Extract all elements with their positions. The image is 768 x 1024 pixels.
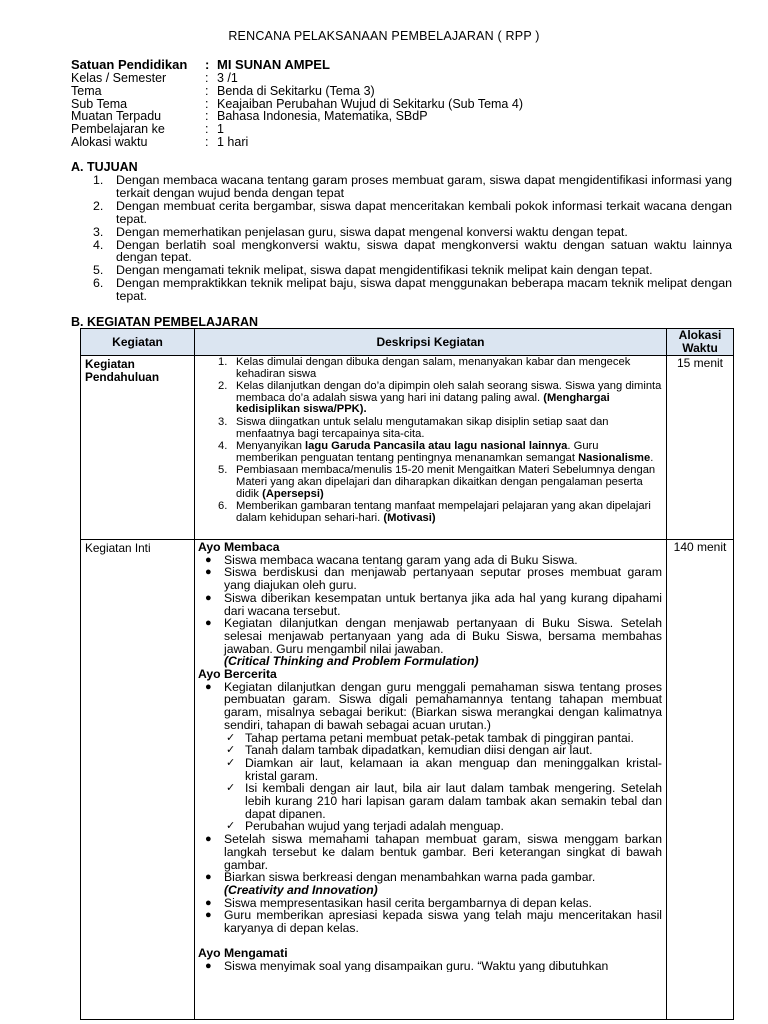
bullet-text: Siswa berdiskusi dan menjawab pertanyaan seputar proses membuat garam yang diajukan oleh guru. [224, 565, 662, 593]
bullet-icon: ● [205, 959, 212, 972]
check-text: Tanah dalam tambak dipadatkan, kemudian diisi dengan air laut. [245, 743, 593, 758]
header-deskripsi: Deskripsi Kegiatan [195, 329, 667, 356]
bullet-icon: ● [205, 833, 212, 846]
section-heading-tujuan: A. TUJUAN [71, 160, 138, 174]
document-title: RENCANA PELAKSANAAN PEMBELAJARAN ( RPP ) [228, 29, 540, 43]
list-item [71, 277, 732, 303]
info-colon: : [205, 109, 209, 124]
table-row [81, 356, 734, 540]
check-text: Tahap pertama petani membuat petak-petak tambak di pinggiran pantai. [245, 730, 634, 745]
list-emphasis: (Apersepsi) [262, 487, 324, 500]
info-value: 1 hari [217, 134, 249, 149]
bullet-text: Setelah siswa memahami tahapan membuat garam, siswa menggam barkan langkah tersebut ke dalam bentuk gambar. Beri keterangan singkat di bawah gambar. [224, 832, 662, 872]
list-item [195, 465, 662, 501]
skill-tag-creativity: (Creativity and Innovation) [224, 882, 378, 897]
section-heading-kegiatan: B. KEGIATAN PEMBELAJARAN [71, 315, 259, 329]
list-text: Dengan memerhatikan penjelasan guru, siswa dapat mengenal konversi waktu dengan tepat. [116, 224, 628, 239]
subheading-ayo-bercerita: Ayo Bercerita [198, 667, 277, 682]
list-text: Dengan mengamati teknik melipat, siswa dapat mengidentifikasi teknik melipat kain dengan tepat. [116, 263, 653, 278]
list-text: Siswa diingatkan untuk selalu mengutamakan sikap disiplin setiap saat dan menfaatnya bagi tercapainya sita-cita. [236, 415, 609, 440]
info-value: Keajaiban Perubahan Wujud di Sekitarku (Sub Tema 4) [217, 96, 523, 111]
bullet-icon: ● [205, 909, 212, 922]
check-icon: ✓ [226, 782, 236, 795]
bullet-text: Guru memberikan apresiasi kepada siswa yang telah maju menceritakan hasil karyanya di depan kelas. [224, 908, 662, 936]
list-number: 3. [93, 224, 104, 239]
info-label: Alokasi waktu [71, 134, 148, 149]
list-number: 3. [218, 415, 228, 428]
check-text: Perubahan wujud yang terjadi adalah menguap. [245, 819, 504, 834]
list-emphasis: (Motivasi) [383, 511, 436, 524]
list-text: Kelas dilanjutkan dengan do’a dipimpin oleh salah seorang siswa. Siswa yang diminta membaca do’a adalah siswa yang hari ini datang paling awal. [236, 380, 662, 404]
info-label: Pembelajaran ke [71, 122, 165, 137]
info-label: Satuan Pendidikan [71, 57, 188, 72]
check-icon: ✓ [226, 744, 236, 757]
list-number: 2. [218, 380, 228, 393]
list-number: 1. [218, 356, 228, 368]
list-text: Kelas dimulai dengan dibuka dengan salam, menanyakan kabar dan mengecek kehadiran siswa [236, 356, 631, 380]
kegiatan-pendahuluan-label: Kegiatan Pendahuluan [81, 356, 195, 540]
list-item [195, 501, 662, 525]
info-colon: : [205, 96, 209, 111]
bullet-icon: ● [205, 871, 212, 884]
tujuan-list [71, 174, 732, 303]
info-colon: : [205, 122, 209, 137]
kegiatan-inti-label: Kegiatan Inti [81, 540, 195, 1020]
list-emphasis: Nasionalisme [578, 451, 651, 464]
subheading-ayo-membaca: Ayo Membaca [198, 540, 280, 554]
info-label: Muatan Terpadu [71, 109, 162, 124]
info-value: Benda di Sekitarku (Tema 3) [217, 83, 375, 98]
pendahuluan-waktu: 15 menit [667, 356, 734, 540]
list-text: . Guru memberikan penguatan tentang pentingnya menanamkan semangat [236, 440, 599, 464]
list-text-pre: Menyanyikan [236, 440, 306, 453]
bullet-icon: ● [205, 896, 212, 909]
bullet-item [198, 681, 662, 732]
pendahuluan-description [195, 356, 667, 540]
check-icon: ✓ [226, 731, 236, 744]
list-number: 5. [93, 263, 104, 278]
bullet-item [198, 566, 662, 591]
list-number: 4. [218, 440, 228, 453]
bullet-item [198, 960, 662, 973]
list-emphasis: (Menghargai kedisiplikan siswa/PPK). [236, 391, 610, 416]
info-value: 3 /1 [217, 71, 238, 85]
bullet-item [198, 592, 662, 617]
bullet-text: Kegiatan dilanjutkan dengan guru menggali pemahaman siswa tentang proses pembuatan garam. Siswa digali pemahamannya tentang tahapan membuat garam, misalnya sebagai berikut: (Biarkan siswa merangkai dengan kalimatnya sendiri, tahapan di bawah sebagai acuan urutan.) [224, 679, 662, 732]
list-item [71, 174, 732, 200]
bullet-item [198, 617, 662, 655]
bullet-item [198, 833, 662, 871]
list-text: Dengan berlatih soal mengkonversi waktu, siswa dapat mengkonversi waktu dengan satuan waktu lainnya dengan tepat. [116, 237, 732, 265]
list-item [195, 441, 662, 465]
kegiatan-table [80, 328, 734, 1020]
list-number: 6. [218, 500, 228, 513]
info-colon: : [205, 57, 210, 72]
bullet-text: Biarkan siswa berkreasi dengan menambahkan warna pada gambar. [224, 870, 596, 885]
list-item [195, 417, 662, 441]
list-text-post: . [650, 451, 654, 464]
table-header-row [81, 329, 734, 356]
bullet-item [198, 909, 662, 934]
bullet-icon: ● [205, 566, 212, 579]
check-text: Diamkan air laut, kelamaan ia akan menguap dan meninggalkan kristal-kristal garam. [245, 755, 662, 783]
info-colon: : [205, 134, 209, 149]
subheading-ayo-mengamati: Ayo Mengamati [198, 945, 288, 960]
check-icon: ✓ [226, 756, 236, 769]
list-number: 1. [93, 173, 104, 187]
list-emphasis: lagu Garuda Pancasila atau lagu nasional lainnya [305, 440, 568, 453]
inti-description [195, 540, 667, 1020]
header-alokasi-waktu: Alokasi Waktu [667, 329, 734, 356]
list-item [71, 239, 732, 265]
list-text: Dengan mempraktikkan teknik melipat baju, siswa dapat menggunakan beberapa macam teknik melipat dengan tepat. [116, 276, 732, 304]
list-item [71, 200, 732, 226]
bullet-icon: ● [205, 617, 212, 630]
info-value: MI SUNAN AMPEL [217, 57, 330, 72]
bullet-text: Kegiatan dilanjutkan dengan menjawab pertanyaan di Buku Siswa. Setelah selesai menjawab pertanyaan yang ada di Buku Siswa, bersama membahas jawaban. Guru mengambil nilai jawaban. [224, 616, 662, 656]
info-value: 1 [217, 122, 224, 137]
check-item [198, 782, 662, 820]
info-colon: : [205, 71, 209, 85]
list-item [195, 381, 662, 417]
info-colon: : [205, 83, 209, 98]
bullet-text: Siswa diberikan kesempatan untuk bertanya jika ada hal yang kurang dipahami dari wacana tersebut. [224, 590, 662, 618]
list-item [195, 357, 662, 381]
bullet-text: Siswa membaca wacana tentang garam yang ada di Buku Siswa. [224, 552, 578, 567]
header-kegiatan: Kegiatan [81, 329, 195, 356]
list-text: Memberikan gambaran tentang manfaat mempelajari pelajaran yang akan dipelajari dalam kehidupan sehari-hari. [236, 500, 651, 524]
info-label: Tema [71, 83, 102, 98]
list-number: 6. [93, 276, 104, 291]
list-number: 2. [93, 198, 104, 213]
info-label: Sub Tema [71, 96, 128, 111]
check-text: Isi kembali dengan air laut, bila air laut dalam tambak mengering. Setelah lebih kurang 210 hari lapisan garam dalam tambak akan semakin tebal dan dapat dipanen. [245, 781, 662, 821]
skill-tag-critical: (Critical Thinking and Problem Formulation) [224, 654, 479, 669]
bullet-text: Siswa mempresentasikan hasil cerita bergambarnya di depan kelas. [224, 895, 592, 910]
check-item [198, 757, 662, 782]
table-row [81, 540, 734, 1020]
inti-waktu: 140 menit [667, 540, 734, 1020]
bullet-icon: ● [205, 591, 212, 604]
list-number: 5. [218, 464, 228, 477]
bullet-icon: ● [205, 680, 212, 693]
list-number: 4. [93, 237, 104, 252]
check-icon: ✓ [226, 820, 236, 833]
bullet-item [198, 871, 662, 884]
list-text: Dengan membaca wacana tentang garam proses membuat garam, siswa dapat mengidentifikasi informasi yang terkait dengan wujud benda dengan tepat [116, 173, 732, 200]
info-label: Kelas / Semester [71, 71, 167, 85]
bullet-icon: ● [205, 553, 212, 566]
list-text: Dengan membuat cerita bergambar, siswa dapat menceritakan kembali pokok informasi terkait wacana dengan tepat. [116, 198, 732, 226]
bullet-text: Siswa menyimak soal yang disampaikan guru. “Waktu yang dibutuhkan [224, 959, 609, 973]
list-text: Pembiasaan membaca/menulis 15-20 menit Mengaitkan Materi Sebelumnya dengan Materi yang akan dipelajari dan diharapkan dikaitkan dengan pengalaman peserta didik [236, 464, 656, 500]
info-value: Bahasa Indonesia, Matematika, SBdP [217, 109, 428, 124]
spacer [198, 935, 662, 947]
